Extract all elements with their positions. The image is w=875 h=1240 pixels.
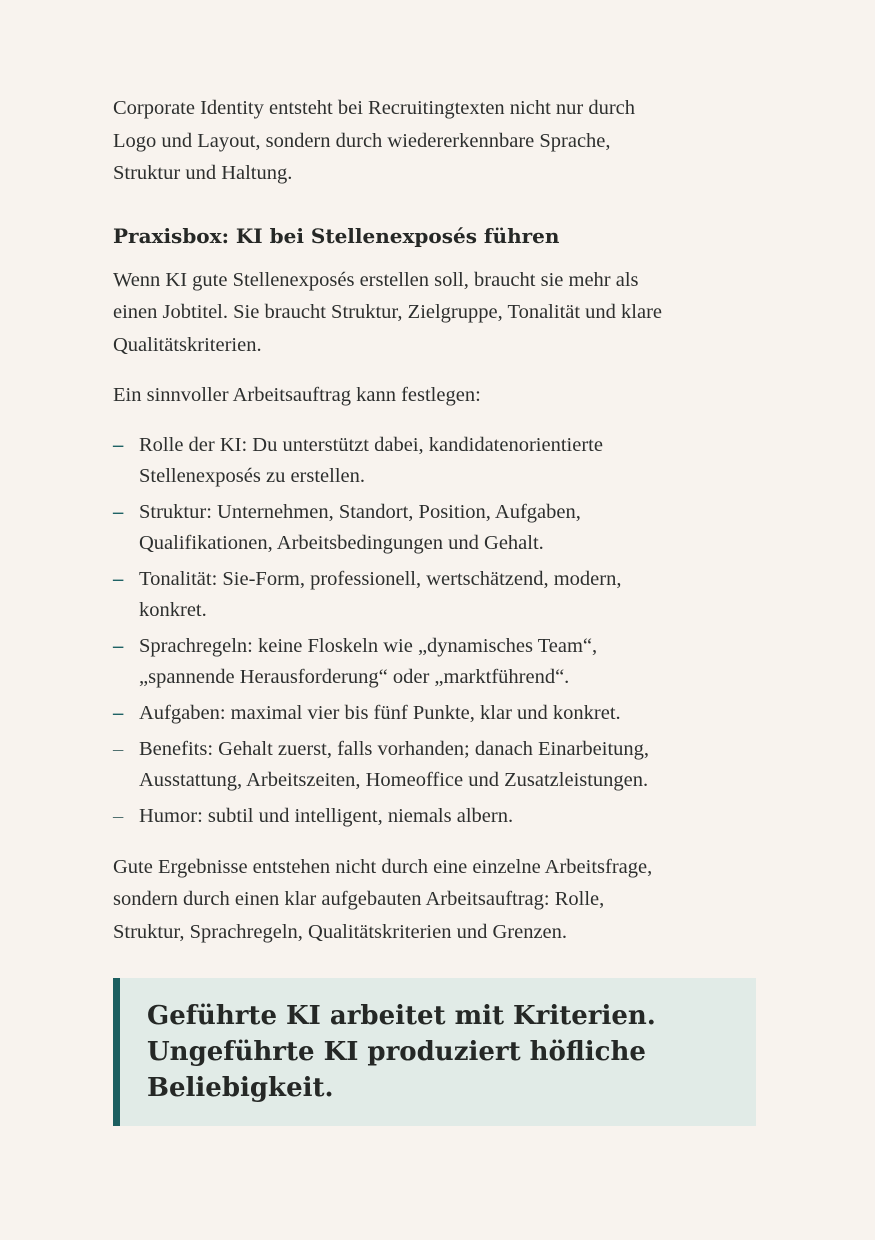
dash-marker: –	[113, 634, 124, 657]
list-item: – Aufgaben: maximal vier bis fünf Punkte, klar und konkret.	[113, 698, 763, 729]
callout-line: Ungeführte KI produziert höfliche	[147, 1037, 646, 1067]
dash-marker: –	[113, 567, 124, 590]
callout-box	[113, 978, 756, 1126]
closing-line: sondern durch einen klar aufgebauten Arbeitsauftrag: Rolle,	[113, 888, 605, 910]
praxisbox-paragraph	[113, 264, 763, 362]
list-item: – Tonalität: Sie-Form, professionell, wertschätzend, modern, konkret.	[113, 564, 763, 626]
list-item: – Benefits: Gehalt zuerst, falls vorhanden; danach Einarbeitung, Ausstattung, Arbeitszeiten, Homeoffice und Zusatzleistungen.	[113, 734, 763, 796]
list-item: – Rolle der KI: Du unterstützt dabei, kandidatenorientierte Stellenexposés zu erstellen.	[113, 430, 763, 492]
callout-line: Beliebigkeit.	[147, 1073, 334, 1103]
paragraph-line: Wenn KI gute Stellenexposés erstellen soll, braucht sie mehr als	[113, 268, 639, 291]
closing-line: Gute Ergebnisse entstehen nicht durch eine einzelne Arbeitsfrage,	[113, 855, 653, 878]
list-lead: Ein sinnvoller Arbeitsauftrag kann festlegen:	[113, 384, 481, 406]
intro-paragraph	[113, 92, 763, 190]
closing-line: Struktur, Sprachregeln, Qualitätskriterien und Grenzen.	[113, 920, 568, 943]
dash-marker: –	[113, 500, 124, 523]
list-item: – Humor: subtil und intelligent, niemals albern.	[113, 801, 763, 832]
dash-marker: –	[113, 433, 124, 456]
dash-marker: –	[113, 737, 124, 760]
document-page	[113, 92, 763, 1126]
intro-line: Logo und Layout, sondern durch wiedererkennbare Sprache,	[113, 129, 611, 152]
paragraph-line: Qualitätskriterien.	[113, 333, 262, 356]
list-item: – Struktur: Unternehmen, Standort, Position, Aufgaben, Qualifikationen, Arbeitsbedingungen und Gehalt.	[113, 497, 763, 559]
dash-marker: –	[113, 701, 124, 724]
intro-line: Struktur und Haltung.	[113, 162, 293, 184]
dash-marker: –	[113, 804, 124, 827]
praxisbox-heading: Praxisbox: KI bei Stellenexposés führen	[113, 223, 560, 248]
criteria-list	[113, 430, 763, 832]
paragraph-line: einen Jobtitel. Sie braucht Struktur, Zielgruppe, Tonalität und klare	[113, 301, 663, 323]
list-item: – Sprachregeln: keine Floskeln wie „dynamisches Team“, „spannende Herausforderung“ oder „marktführend“.	[113, 631, 763, 693]
closing-paragraph	[113, 851, 763, 949]
callout-line: Geführte KI arbeitet mit Kriterien.	[147, 1001, 656, 1031]
intro-line: Corporate Identity entsteht bei Recruitingtexten nicht nur durch	[113, 97, 636, 119]
